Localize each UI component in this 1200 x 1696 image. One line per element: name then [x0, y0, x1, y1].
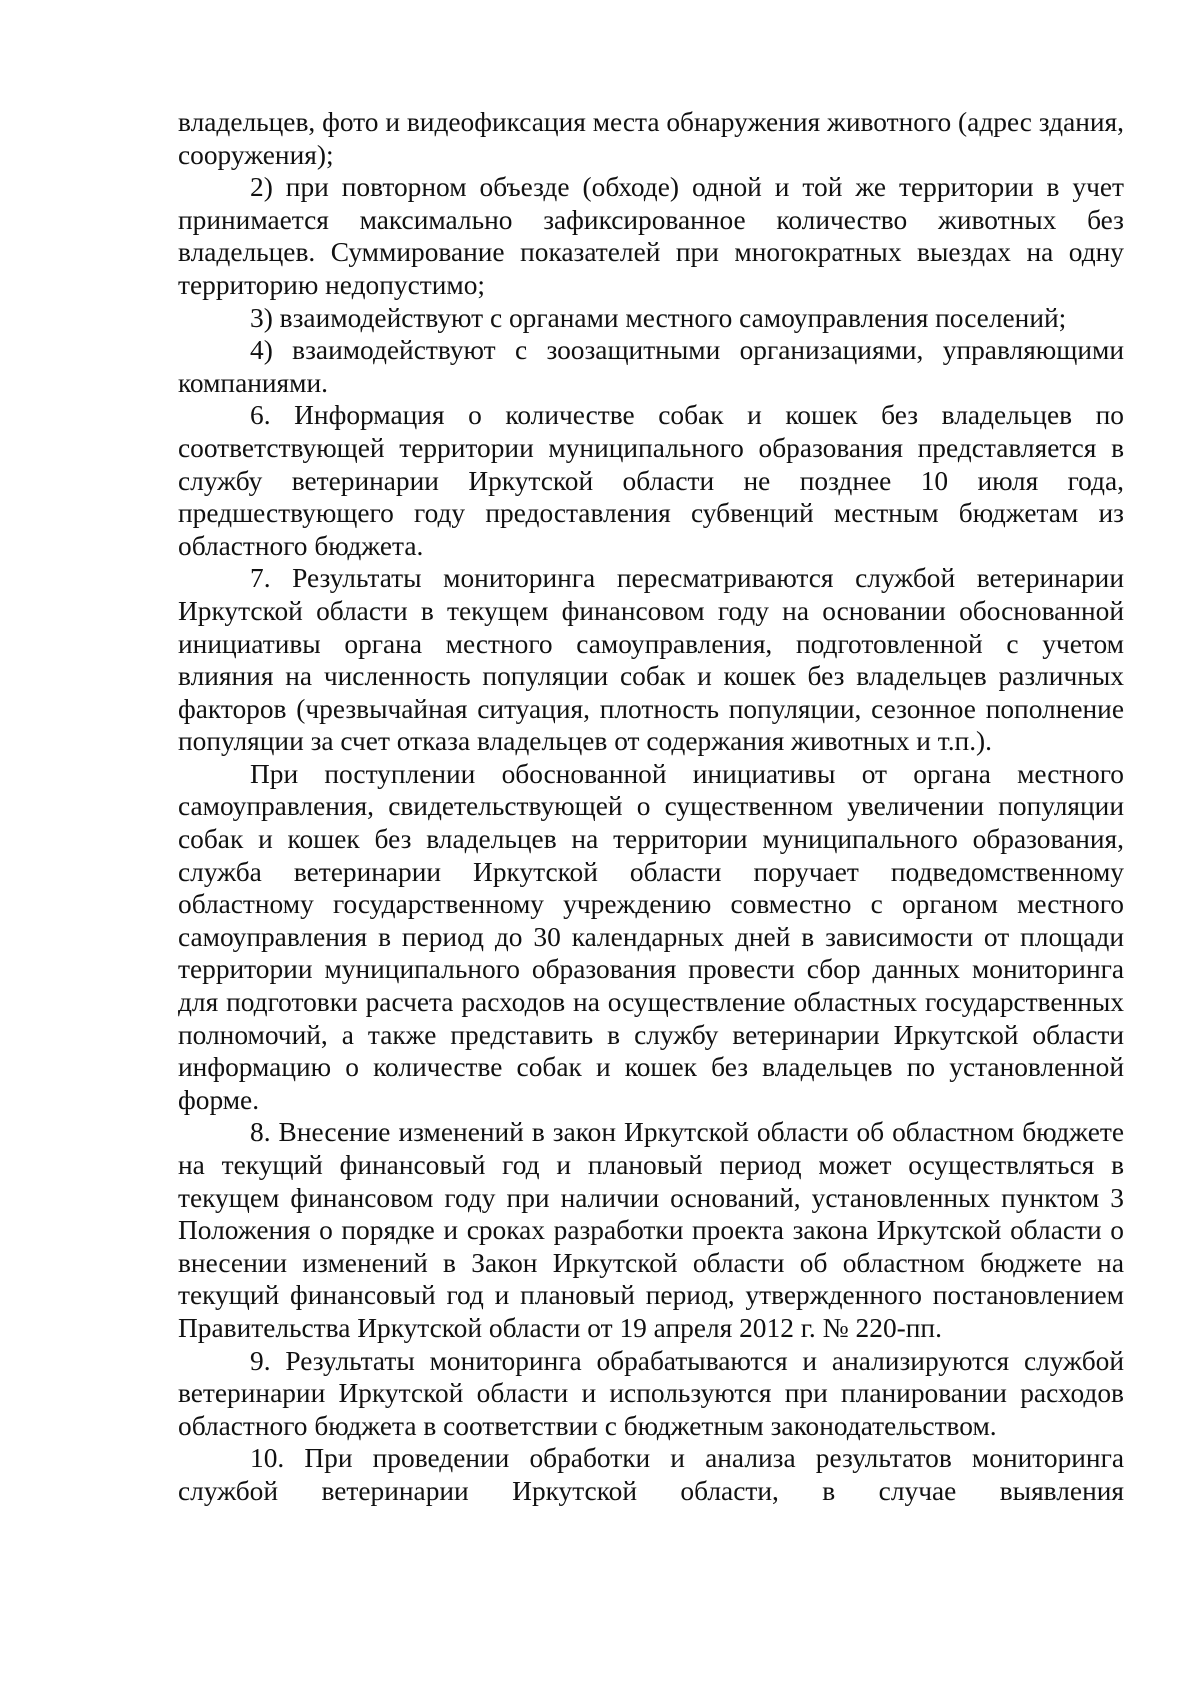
- document-body: [178, 106, 1124, 1508]
- paragraph-section-8: 8. Внесение изменений в закон Иркутской области об областном бюджете на текущий финансовый год и плановый период может осуществляться в текущем финансовом году при наличии оснований, установленных пунктом 3 Положения о порядке и сроках разработки проекта закона Иркутской области о внесении изменений в Закон Иркутской области об областном бюджете на текущий финансовый год и плановый период, утвержденного постановлением Правительства Иркутской области от 19 апреля 2012 г. № 220-пп.: [178, 1117, 1124, 1343]
- paragraph-item-4: 4) взаимодействуют с зоозащитными организациями, управляющими компаниями.: [178, 335, 1124, 398]
- paragraph-section-7-initiative: При поступлении обоснованной инициативы от органа местного самоуправления, свидетельствующей о существенном увеличении популяции собак и кошек без владельцев на территории муниципального образования, служба ветеринарии Иркутской области поручает подведомственному областному государственному учреждению совместно с органом местного самоуправления в период до 30 календарных дней в зависимости от площади территории муниципального образования провести сбор данных мониторинга для подготовки расчета расходов на осуществление областных государственных полномочий, а также представить в службу ветеринарии Иркутской области информацию о количестве собак и кошек без владельцев по установленной форме.: [178, 758, 1124, 1115]
- paragraph-section-7: 7. Результаты мониторинга пересматриваются службой ветеринарии Иркутской области в текущем финансовом году на основании обоснованной инициативы органа местного самоуправления, подготовленной с учетом влияния на численность популяции собак и кошек без владельцев различных факторов (чрезвычайная ситуация, плотность популяции, сезонное пополнение популяции за счет отказа владельцев от содержания животных и т.п.).: [178, 563, 1124, 757]
- paragraph-section-6: 6. Информация о количестве собак и кошек без владельцев по соответствующей территории муниципального образования представляется в службу ветеринарии Иркутской области не позднее 10 июля года, предшествующего году предоставления субвенций местным бюджетам из областного бюджета.: [178, 400, 1124, 561]
- paragraph-continuation: владельцев, фото и видеофиксация места обнаружения животного (адрес здания, сооружения);: [178, 107, 1124, 170]
- paragraph-item-3: 3) взаимодействуют с органами местного самоуправления поселений;: [250, 302, 1067, 333]
- paragraph-section-10: 10. При проведении обработки и анализа результатов мониторинга службой ветеринарии Иркутской области, в случае выявления: [178, 1443, 1124, 1506]
- paragraph-section-9: 9. Результаты мониторинга обрабатываются и анализируются службой ветеринарии Иркутской области и используются при планировании расходов областного бюджета в соответствии с бюджетным законодательством.: [178, 1345, 1124, 1441]
- paragraph-item-2: 2) при повторном объезде (обходе) одной и той же территории в учет принимается максимально зафиксированное количество животных без владельцев. Суммирование показателей при многократных выездах на одну территорию недопустимо;: [178, 172, 1124, 300]
